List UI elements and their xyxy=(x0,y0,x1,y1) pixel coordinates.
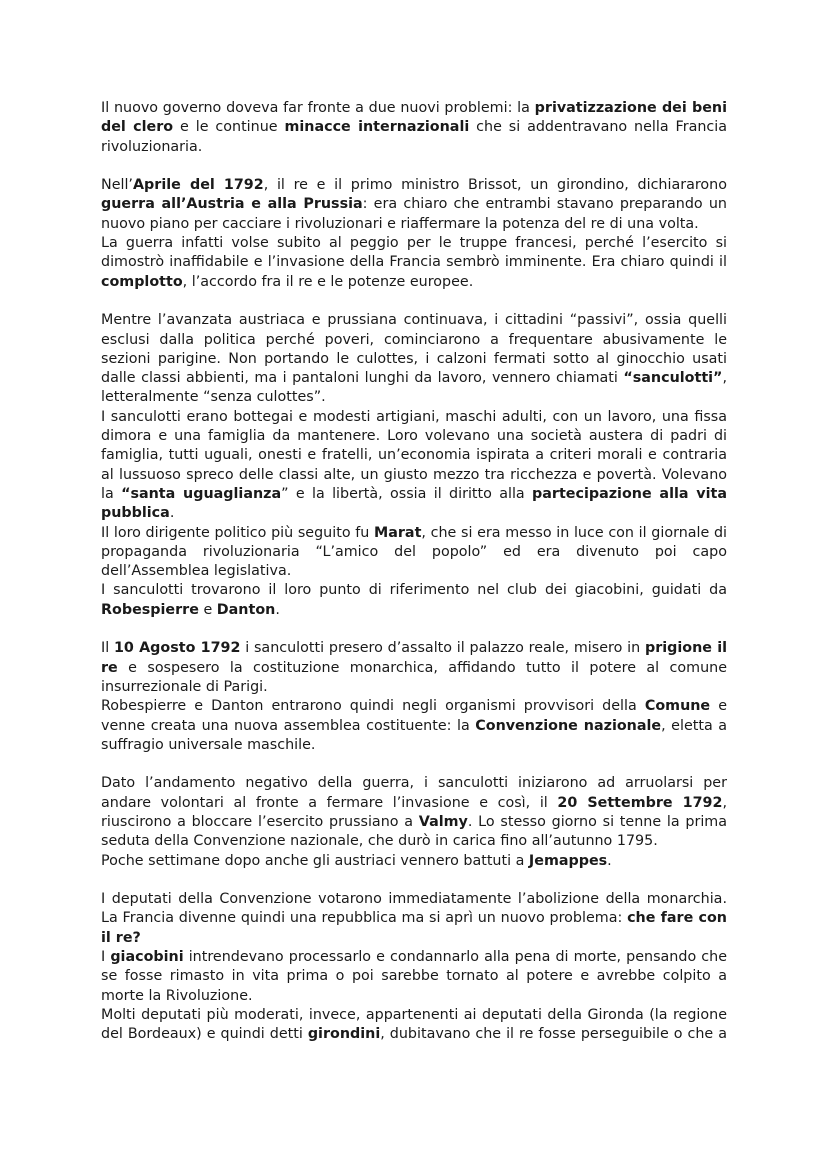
bold-text-run: Valmy xyxy=(418,813,468,830)
text-run: Molti deputati più moderati, invece, appartenenti ai deputati della Gironda (la regione del Bordeaux) e quindi detti xyxy=(101,1006,727,1043)
paragraph-p10 xyxy=(101,774,727,851)
text-run: , il re e il primo ministro Brissot, un girondino, dichiararono xyxy=(263,177,727,194)
text-run: e xyxy=(198,601,217,618)
bold-text-run: minacce internazionali xyxy=(284,119,470,136)
text-run: . xyxy=(169,505,175,522)
paragraph-p6 xyxy=(101,524,727,582)
paragraph-p2 xyxy=(101,176,727,234)
bold-text-run: 10 Agosto 1792 xyxy=(113,640,241,657)
bold-text-run: 20 Settembre 1792 xyxy=(557,794,723,811)
bold-text-run: partecipazione alla vita pubblica xyxy=(101,485,727,522)
paragraph-p4 xyxy=(101,311,727,407)
paragraph-p8 xyxy=(101,639,727,697)
bold-text-run: Marat xyxy=(374,524,422,541)
text-run: Mentre l’avanzata austriaca e prussiana continuava, i cittadini “passivi”, ossia quelli esclusi dalla politica perché poveri, cominciarono a frequentare abusivamente le sezioni parigine. Non portando le culottes, i calzoni fermati sotto al ginocchio usati dalle classi abbienti, ma i pantaloni lunghi da lavoro, vennero chiamati xyxy=(101,312,727,387)
bold-text-run: “santa uguaglianza xyxy=(121,485,282,502)
text-run: Il xyxy=(101,640,114,657)
text-run: I deputati della Convenzione votarono immediatamente l’abolizione della monarchia. La Francia divenne quindi una repubblica ma si aprì un nuovo problema: xyxy=(101,891,727,927)
text-run: , l’accordo fra il re e le potenze europee. xyxy=(182,273,474,290)
paragraph-spacer xyxy=(101,292,727,311)
bold-text-run: Comune xyxy=(644,698,711,715)
bold-text-run: prigione il re xyxy=(101,640,728,676)
text-run: , che si era messo in luce con il giornale di propaganda rivoluzionaria “L’amico del popolo” ed era divenuto poi capo dell’Assemblea legislativa. xyxy=(101,524,727,580)
text-run: intrendevano processarlo e condannarlo alla pena di morte, pensando che se fosse rimasto in vita prima o poi sarebbe tornato al potere e avrebbe colpito a morte la Rivoluzione. xyxy=(101,949,727,1004)
text-run: La guerra infatti volse subito al peggio per le truppe francesi, perché l’esercito si dimostrò inaffidabile e l’invasione della Francia sembrò imminente. Era chiaro quindi il xyxy=(101,235,727,271)
paragraph-spacer xyxy=(101,620,727,639)
text-run: , letteralmente “senza culottes”. xyxy=(101,370,727,406)
paragraph-spacer xyxy=(101,871,727,890)
bold-text-run: Aprile del 1792 xyxy=(132,177,264,194)
text-run: : era chiaro che entrambi stavano preparando un nuovo piano per cacciare i rivoluzionari e riaffermare la potenza del re di una volta. xyxy=(101,196,727,232)
text-run: I sanculotti erano bottegai e modesti artigiani, maschi adulti, con un lavoro, una fissa dimora e una famiglia da mantenere. Loro volevano una società austera di padri di famiglia, tutti uguali, onesti e fratelli, un’economia ispirata a criteri morali e contraria al lussuoso spreco delle classi alte, un giusto mezzo tra ricchezza e povertà. Volevano la xyxy=(101,408,727,502)
text-run: Il loro dirigente politico più seguito fu xyxy=(101,524,374,541)
text-run: I xyxy=(101,949,111,966)
bold-text-run: che fare con il re? xyxy=(101,910,727,946)
document-body xyxy=(101,99,727,1045)
paragraph-p5 xyxy=(101,408,727,524)
paragraph-p14 xyxy=(101,1006,727,1045)
text-run: , riuscirono a bloccare l’esercito prussiano a xyxy=(101,794,727,830)
bold-text-run: “sanculotti” xyxy=(623,370,723,387)
bold-text-run: Convenzione nazionale xyxy=(475,717,662,734)
paragraph-p1 xyxy=(101,99,727,157)
text-run: che si addentravano nella Francia rivoluzionaria. xyxy=(101,119,727,155)
text-run: e sospesero la costituzione monarchica, affidando tutto il potere al comune insurrezionale di Parigi. xyxy=(101,659,727,695)
text-run: Il nuovo governo doveva far fronte a due nuovi problemi: la xyxy=(101,100,535,116)
text-run: I sanculotti trovarono il loro punto di riferimento nel club dei giacobini, guidati da xyxy=(101,582,727,599)
paragraph-p9 xyxy=(101,697,727,755)
text-run: Robespierre e Danton entrarono quindi negli organismi provvisori della xyxy=(101,698,645,715)
bold-text-run: Jemappes xyxy=(528,852,608,869)
bold-text-run: giacobini xyxy=(110,949,184,966)
text-run: ” e la libertà, ossia il diritto alla xyxy=(281,485,533,502)
paragraph-p7 xyxy=(101,581,727,620)
text-run: i sanculotti presero d’assalto il palazzo reale, misero in xyxy=(240,640,645,657)
text-run: Poche settimane dopo anche gli austriaci vennero battuti a xyxy=(101,852,529,869)
text-run: . xyxy=(275,601,280,618)
bold-text-run: girondini xyxy=(307,1026,381,1043)
paragraph-p13 xyxy=(101,948,727,1006)
paragraph-p11 xyxy=(101,852,727,871)
text-run: Nell’ xyxy=(101,177,133,194)
paragraph-spacer xyxy=(101,157,727,176)
text-run: Dato l’andamento negativo della guerra, i sanculotti iniziarono ad arruolarsi per andare volontari al fronte a fermare l’invasione e così, il xyxy=(101,775,727,811)
paragraph-p12 xyxy=(101,890,727,948)
text-run: . Lo stesso giorno si tenne la prima seduta della Convenzione nazionale, che durò in carica fino all’autunno 1795. xyxy=(101,813,727,850)
text-run: e le continue xyxy=(173,119,285,136)
text-run: , eletta a suffragio universale maschile. xyxy=(101,717,727,753)
text-run: . xyxy=(607,852,612,869)
bold-text-run: Danton xyxy=(216,601,276,618)
bold-text-run: privatizzazione dei beni del clero xyxy=(101,100,727,136)
bold-text-run: complotto xyxy=(101,273,183,290)
paragraph-spacer xyxy=(101,755,727,774)
bold-text-run: Robespierre xyxy=(101,601,199,618)
text-run: , dubitavano che il re fosse perseguibile o che a xyxy=(380,1026,727,1043)
bold-text-run: guerra all’Austria e alla Prussia xyxy=(101,196,363,213)
text-run: e venne creata una nuova assemblea costituente: la xyxy=(101,698,728,734)
paragraph-p3 xyxy=(101,234,727,292)
